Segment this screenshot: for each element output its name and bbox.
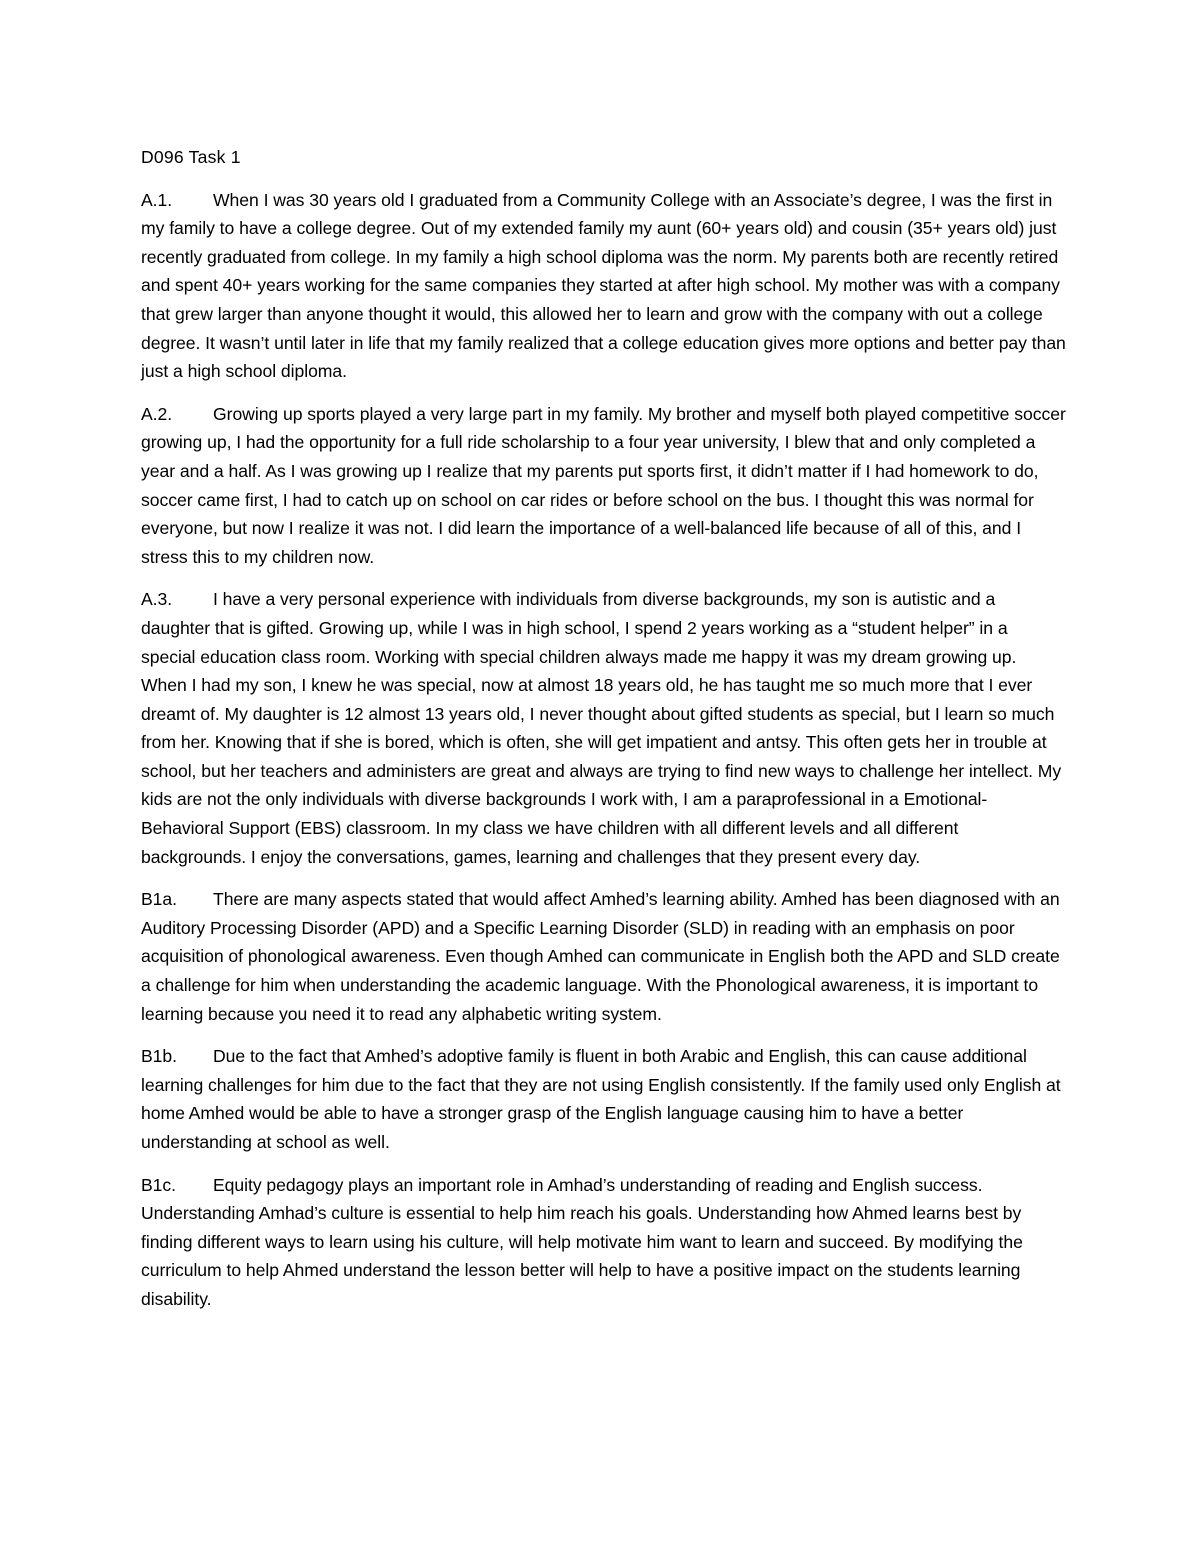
section-a1 [141,186,1066,386]
section-a2 [141,400,1066,572]
section-text: Equity pedagogy plays an important role in Amhad’s understanding of reading and English success. Understanding Amhad’s culture is essential to help him reach his goals. Understanding how Ahmed learns best by finding different ways to learn using his culture, will help motivate him want to learn and succeed. By modifying the curriculum to help Ahmed understand the lesson better will help to have a positive impact on the students learning disability. [141,1174,1023,1309]
section-b1a [141,885,1066,1028]
section-label: B1a. [141,889,177,910]
section-label: A.2. [141,403,173,424]
section-label: A.1. [141,189,173,210]
section-b1c [141,1171,1066,1314]
section-text: There are many aspects stated that would affect Amhed’s learning ability. Amhed has been diagnosed with an Auditory Processing Disorder (APD) and a Specific Learning Disorder (SLD) in reading with an emphasis on poor acquisition of phonological awareness. Even though Amhed can communicate in English both the APD and SLD create a challenge for him when understanding the academic language. With the Phonological awareness, it is important to learning because you need it to read any alphabetic writing system. [141,889,1060,1024]
section-label: A.3. [141,589,173,610]
section-text: When I was 30 years old I graduated from a Community College with an Associate’s degree, I was the first in my family to have a college degree. Out of my extended family my aunt (60+ years old) and cousin (35+ years old) just recently graduated from college. In my family a high school diploma was the norm. My parents both are recently retired and spent 40+ years working for the same companies they started at after high school. My mother was with a company that grew larger than anyone thought it would, this allowed her to learn and grow with the company with out a college degree. It wasn’t until later in life that my family realized that a college education gives more options and better pay than just a high school diploma. [141,189,1066,382]
document-body [141,143,1066,1328]
section-text: Growing up sports played a very large part in my family. My brother and myself both played competitive soccer growing up, I had the opportunity for a full ride scholarship to a four year university, I blew that and only completed a year and a half. As I was growing up I realize that my parents put sports first, it didn’t matter if I had homework to do, soccer came first, I had to catch up on school on car rides or before school on the bus. I thought this was normal for everyone, but now I realize it was not. I did learn the importance of a well-balanced life because of all of this, and I stress this to my children now. [141,403,1066,567]
section-b1b [141,1042,1066,1156]
section-label: B1b. [141,1046,177,1067]
section-text: Due to the fact that Amhed’s adoptive family is fluent in both Arabic and English, this can cause additional learning challenges for him due to the fact that they are not using English consistently. If the family used only English at home Amhed would be able to have a stronger grasp of the English language causing him to have a better understanding at school as well. [141,1046,1061,1152]
section-label: B1c. [141,1174,177,1195]
section-a3 [141,585,1066,871]
section-text: I have a very personal experience with individuals from diverse backgrounds, my son is autistic and a daughter that is gifted. Growing up, while I was in high school, I spend 2 years working as a “student helper” in a special education class room. Working with special children always made me happy it was my dream growing up. When I had my son, I knew he was special, now at almost 18 years old, he has taught me so much more that I ever dreamt of. My daughter is 12 almost 13 years old, I never thought about gifted students as special, but I learn so much from her. Knowing that if she is bored, which is often, she will get impatient and antsy. This often gets her in trouble at school, but her teachers and administers are great and always are trying to find new ways to challenge her intellect. My kids are not the only individuals with diverse backgrounds I work with, I am a paraprofessional in a Emotional-Behavioral Support (EBS) classroom. In my class we have children with all different levels and all different backgrounds. I enjoy the conversations, games, learning and challenges that they present every day. [141,589,1062,867]
document-title: D096 Task 1 [141,147,241,167]
